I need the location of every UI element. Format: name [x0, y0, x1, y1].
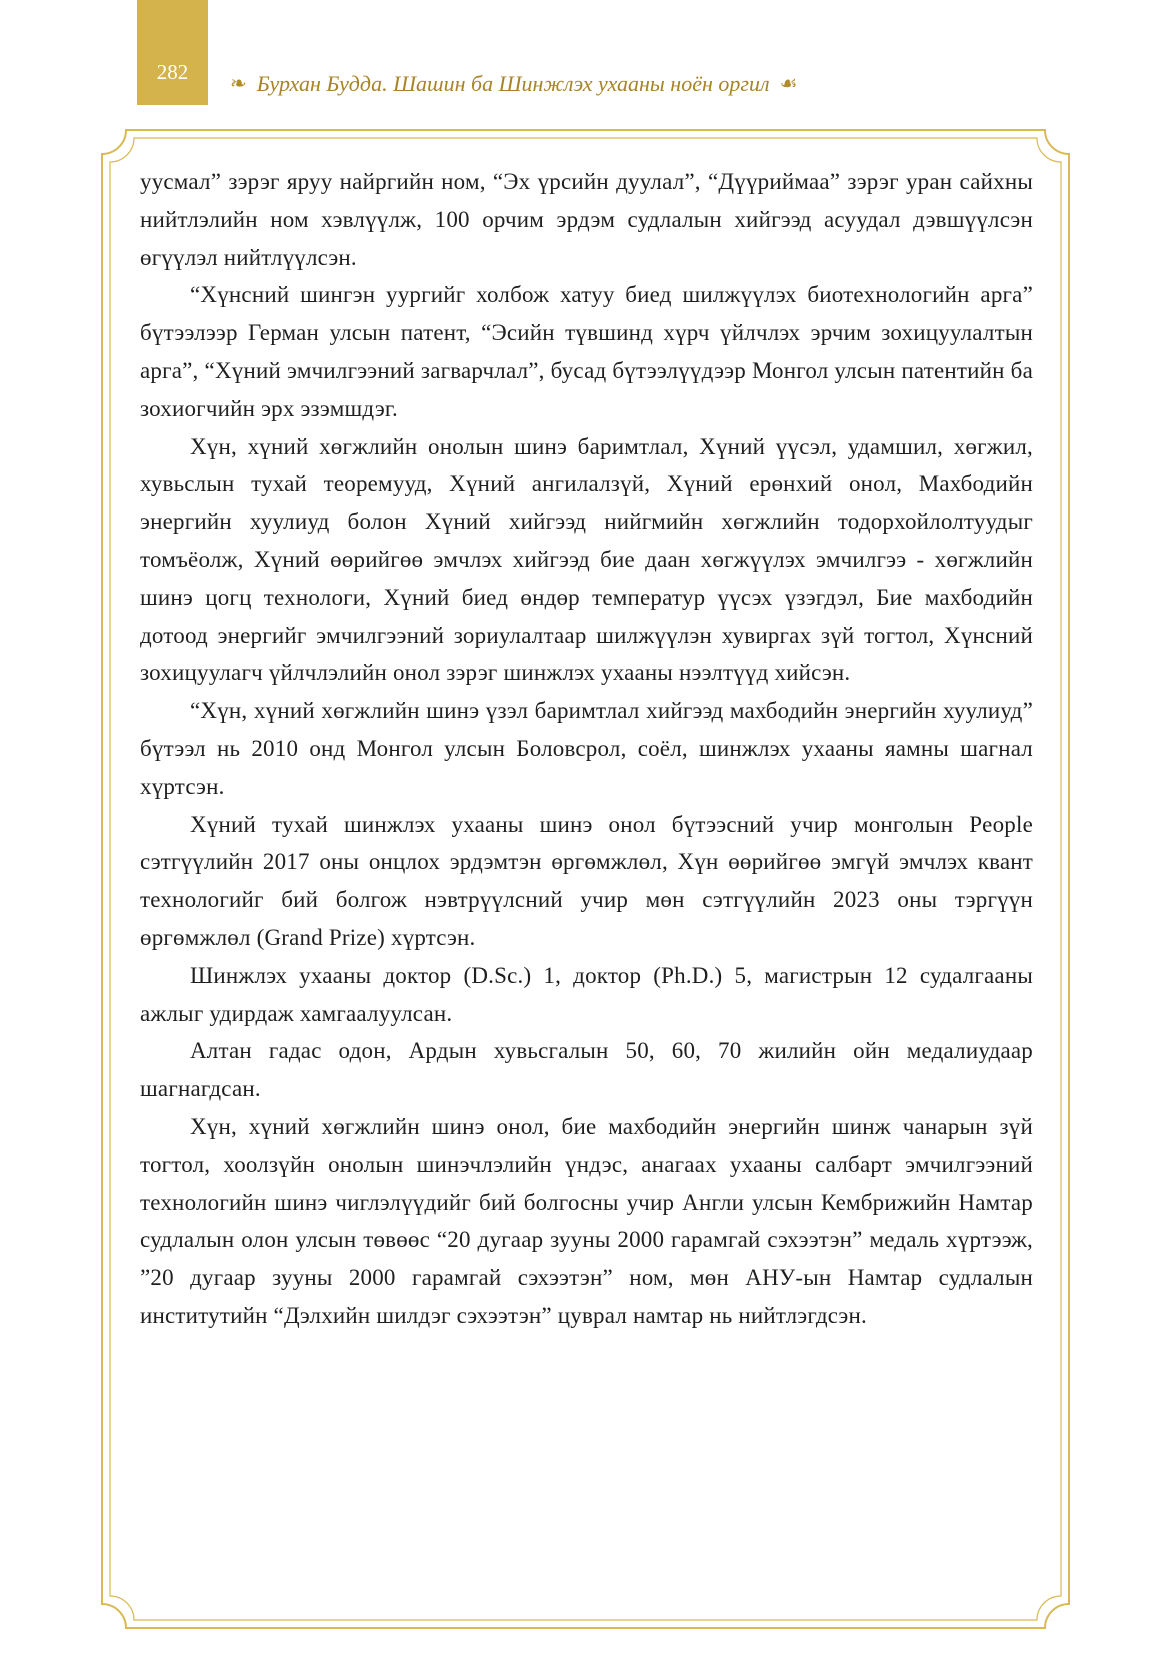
paragraph: уусмал” зэрэг яруу найргийн ном, “Эх үрсийн дуулал”, “Дүүриймаа” зэрэг уран сайхны нийтлэлийн ном хэвлүүлж, 100 орчим эрдэм судлалын хийгээд асуудал дэвшүүлсэн өгүүлэл нийтлүүлсэн. [140, 169, 1033, 270]
paragraph: Хүний тухай шинжлэх ухааны шинэ онол бүтээсний учир монголын People сэтгүүлийн 2017 оны онцлох эрдэмтэн өргөмжлөл, Хүн өөрийгөө эмгүй эмчлэх квант технологийг бий болгож нэвтрүүлсний учир мөн сэтгүүлийн 2023 оны тэргүүн өргөмжлөл (Grand Prize) хүртсэн. [140, 811, 1033, 950]
page-number-tab [137, 0, 208, 105]
running-header [230, 68, 798, 100]
paragraph: “Хүн, хүний хөгжлийн шинэ үзэл баримтлал хийгээд махбодийн энергийн хуулиуд” бүтээл нь 2010 онд Монгол улсын Боловсрол, соёл, шинжлэх ухааны яамны шагнал хүртсэн. [140, 698, 1033, 799]
paragraph: “Хүнсний шингэн уургийг холбож хатуу биед шилжүүлэх биотехнологийн арга” бүтээлээр Герман улсын патент, “Эсийн түвшинд хүрч үйлчлэх эрчим зохицуулалтын арга”, “Хүний эмчилгээний загварчлал”, бусад бүтээлүүдээр Монгол улсын патентийн ба зохиогчийн эрх эзэмшдэг. [140, 282, 1033, 421]
paragraph: Хүн, хүний хөгжлийн шинэ онол, бие махбодийн энергийн шинж чанарын зүй тогтол, хоолзүйн онолын шинэчлэлийн үндэс, анагаах ухааны салбарт эмчилгээний технологийн шинэ чиглэлүүдийг бий болгосны учир Англи улсын Кембрижийн Намтар судлалын олон улсын төвөөс “20 дугаар зууны 2000 гарамгай сэхээтэн” медаль хүртээж, ”20 дугаар зууны 2000 гарамгай сэхээтэн” ном, мөн АНУ-ын Намтар судлалын институтийн “Дэлхийн шилдэг сэхээтэн” цуврал намтар нь нийтлэгдсэн. [140, 1113, 1033, 1328]
paragraph: Алтан гадас одон, Ардын хувьсгалын 50, 60, 70 жилийн ойн медалиудаар шагнагдсан. [140, 1038, 1033, 1102]
paragraph: Шинжлэх ухааны доктор (D.Sc.) 1, доктор (Ph.D.) 5, магистрын 12 судалгааны ажлыг удирдаж хамгаалуулсан. [140, 962, 1033, 1026]
page-number: 282 [156, 60, 189, 84]
ornament-right-icon: ☙ [779, 73, 798, 95]
ornament-left-icon: ❧ [230, 73, 247, 95]
paragraph: Хүн, хүний хөгжлийн онолын шинэ баримтлал, Хүний үүсэл, удамшил, хөгжил, хувьслын тухай теоремууд, Хүний ангилалзүй, Хүний ерөнхий онол, Махбодийн энергийн хуулиуд болон Хүний хийгээд нийгмийн хөгжлийн тодорхойлолтуудыг томъёолж, Хүний өөрийгөө эмчлэх хийгээд бие даан хөгжүүлэх эмчилгээ - хөгжлийн шинэ цогц технологи, Хүний биед өндөр температур үүсэх үзэгдэл, Бие махбодийн дотоод энергийг эмчилгээний зориулалтаар шилжүүлэн хувиргах зүй тогтол, Хүнсний зохицуулагч үйлчлэлийн онол зэрэг шинжлэх ухааны нээлтүүд хийсэн. [140, 433, 1033, 686]
book-title: Бурхан Будда. Шашин ба Шинжлэх ухааны ноён оргил [256, 71, 770, 96]
body-text [140, 163, 1033, 1335]
